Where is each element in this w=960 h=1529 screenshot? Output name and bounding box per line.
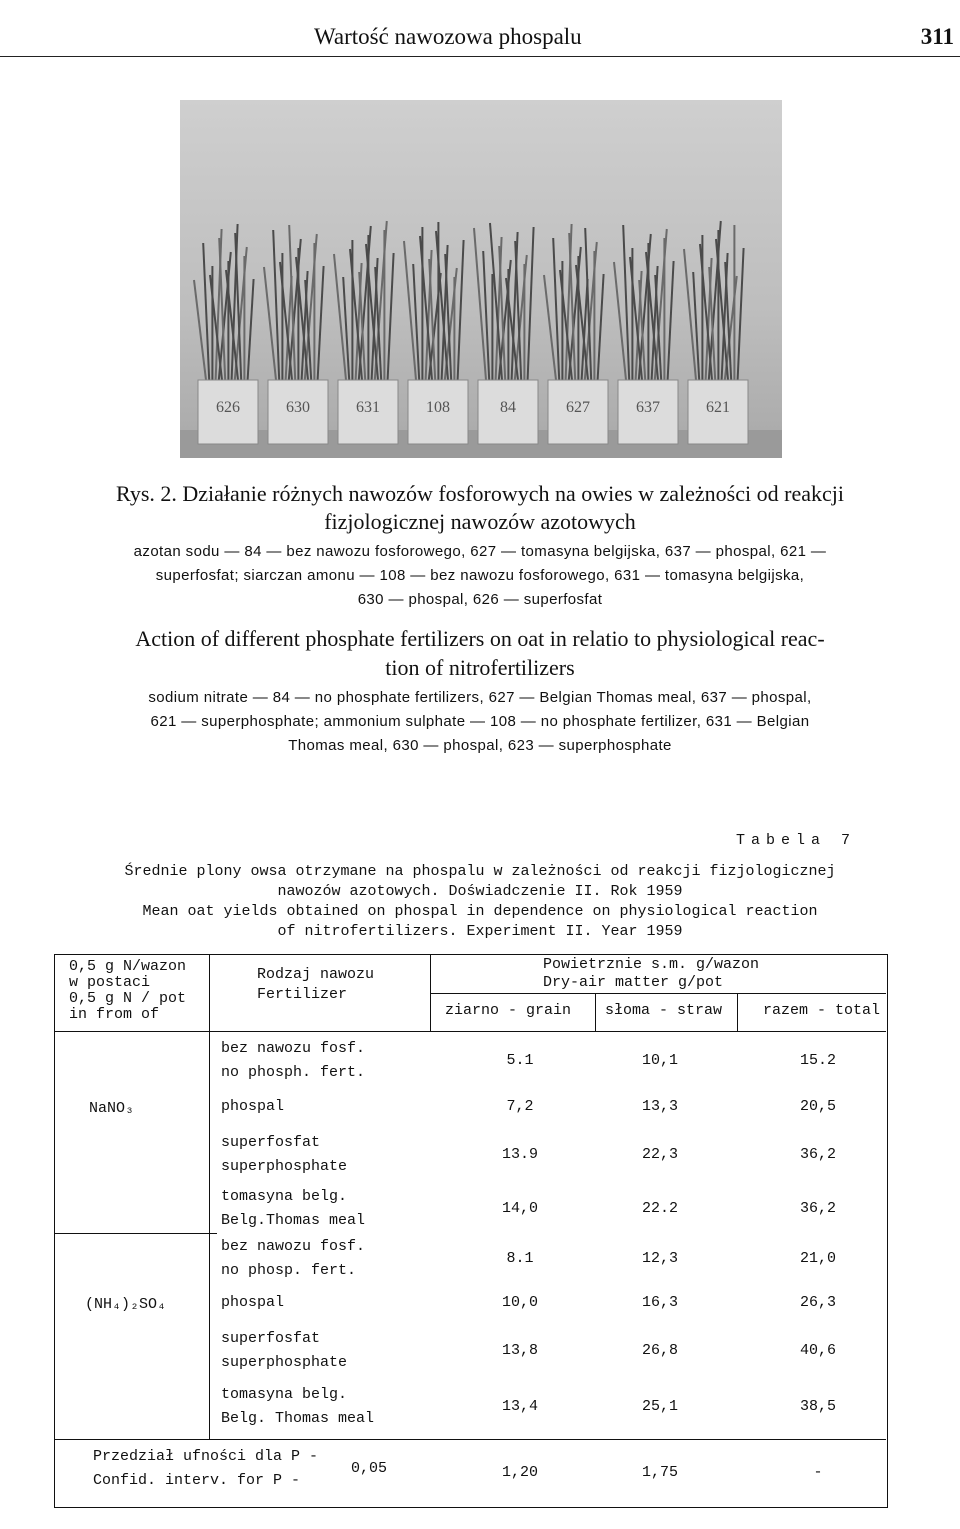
- legend-pl-line1: azotan sodu — 84 — bez nawozu fosforowego, 627 — tomasyna belgijska, 637 — phospal, 621 —: [133, 543, 827, 560]
- fertilizer-cell: [221, 1131, 347, 1179]
- conf-label: [93, 1445, 318, 1493]
- fertilizer-cell: [221, 1291, 284, 1315]
- fertilizer-en: superphosphate: [221, 1158, 348, 1175]
- fertilizer-pl: superfosfat: [221, 1330, 321, 1347]
- conf-text: Przedział ufności dla P -: [93, 1448, 319, 1465]
- figure-label: Rys. 2.: [116, 481, 177, 506]
- conf-grain: 1,20: [501, 1464, 538, 1481]
- table-label: Tabela 7: [736, 832, 857, 849]
- pot-label: 631: [356, 399, 380, 416]
- head-text: in from of: [69, 1006, 160, 1023]
- fertilizer-en: no phosph. fert.: [221, 1064, 366, 1081]
- fertilizer-cell: [221, 1185, 365, 1233]
- head-dry-matter: [543, 956, 759, 992]
- figure-caption-en-line2: tion of nitrofertilizers: [385, 655, 575, 680]
- straw-value: 26,8: [641, 1342, 678, 1359]
- straw-value: 22,3: [641, 1146, 678, 1163]
- pot-7: [684, 221, 748, 444]
- total-value: 36,2: [799, 1200, 836, 1217]
- figure-caption-pl-line2: fizjologicznej nawozów azotowych: [324, 509, 636, 534]
- table-rule: [55, 1031, 886, 1032]
- head-text: Powietrznie s.m. g/wazon: [543, 956, 760, 973]
- table-title-en-line2: of nitrofertilizers. Experiment II. Year 1959: [277, 923, 683, 940]
- table-title: [0, 862, 960, 942]
- pot-6: [614, 225, 678, 444]
- figure-caption-pl-line1: Działanie różnych nawozów fosforowych na owies w zależności od reakcji: [182, 481, 844, 506]
- pot-label: 108: [426, 399, 450, 416]
- pot-label: 637: [636, 399, 660, 416]
- table-rule: [55, 1439, 886, 1440]
- head-text: Rodzaj nawozu: [257, 966, 375, 983]
- straw-value: 12,3: [641, 1250, 678, 1267]
- grain-value: 10,0: [501, 1294, 538, 1311]
- head-text: w postaci: [69, 974, 151, 991]
- photo-drawing: [180, 100, 782, 458]
- yield-table: [54, 954, 888, 1508]
- pot-label: 626: [216, 399, 240, 416]
- pot-label: 630: [286, 399, 310, 416]
- grain-value: 7,2: [506, 1098, 534, 1115]
- table-rule: [209, 955, 210, 1439]
- table-rule: [430, 955, 431, 1031]
- running-title: Wartość nawozowa phospalu: [314, 24, 582, 49]
- straw-value: 25,1: [641, 1398, 678, 1415]
- grain-value: 8.1: [506, 1250, 534, 1267]
- table-rule: [737, 993, 738, 1031]
- legend-en-line2: 621 — superphosphate; ammonium sulphate — 108 — no phosphate fertilizer, 631 — Belgian: [150, 713, 810, 730]
- fertilizer-cell: [221, 1037, 365, 1085]
- figure-caption-en-line1: Action of different phosphate fertilizers on oat in relatio to physiological reac-: [135, 626, 825, 651]
- table-rule: [595, 993, 596, 1031]
- pot-4: [474, 223, 538, 444]
- legend-en-line1: sodium nitrate — 84 — no phosphate fertilizers, 627 — Belgian Thomas meal, 637 — phospal,: [148, 689, 812, 706]
- head-text: Dry-air matter g/pot: [543, 974, 724, 991]
- pot-5: [544, 224, 608, 444]
- grain-value: 13,8: [501, 1342, 538, 1359]
- head-text: 0,5 g N/wazon: [69, 958, 187, 975]
- total-value: 40,6: [799, 1342, 836, 1359]
- grain-value: 14,0: [501, 1200, 538, 1217]
- head-total: razem - total: [763, 1002, 881, 1019]
- straw-value: 22.2: [641, 1200, 678, 1217]
- fertilizer-cell: [221, 1235, 365, 1283]
- fertilizer-pl: bez nawozu fosf.: [221, 1238, 366, 1255]
- head-text: Fertilizer: [257, 986, 348, 1003]
- fertilizer-pl: phospal: [221, 1098, 285, 1115]
- figure-legend-pl: [0, 540, 960, 612]
- figure-caption-en: [0, 624, 960, 682]
- pot-2: [334, 221, 398, 444]
- straw-value: 10,1: [641, 1052, 678, 1069]
- figure-caption-pl: [0, 480, 960, 536]
- plant-pots-photo: [180, 100, 782, 458]
- fertilizer-pl: phospal: [221, 1294, 285, 1311]
- straw-value: 13,3: [641, 1098, 678, 1115]
- table-title-pl-line1: Średnie plony owsa otrzymane na phospalu w zależności od reakcji fizjologicznej: [124, 863, 836, 880]
- fertilizer-cell: [221, 1327, 347, 1375]
- pot-1: [264, 225, 328, 444]
- straw-value: 16,3: [641, 1294, 678, 1311]
- fertilizer-pl: superfosfat: [221, 1134, 321, 1151]
- pot-label: 627: [566, 399, 590, 416]
- conf-text: Confid. interv. for P -: [93, 1472, 301, 1489]
- total-value: 38,5: [799, 1398, 836, 1415]
- total-value: 26,3: [799, 1294, 836, 1311]
- table-rule: [55, 1233, 217, 1234]
- grain-value: 13,4: [501, 1398, 538, 1415]
- running-header: [0, 22, 960, 57]
- total-value: 15.2: [799, 1052, 836, 1069]
- head-fertilizer: [257, 965, 374, 1005]
- table-title-en-line1: Mean oat yields obtained on phospal in dependence on physiological reaction: [142, 903, 818, 920]
- page-number: 311: [920, 24, 954, 49]
- legend-en-line3: Thomas meal, 630 — phospal, 623 — superphosphate: [288, 737, 672, 754]
- pot-0: [194, 224, 258, 444]
- fertilizer-en: superphosphate: [221, 1354, 348, 1371]
- pot-3: [404, 222, 468, 444]
- pot-label: 84: [500, 399, 516, 416]
- legend-pl-line3: 630 — phospal, 626 — superfosfat: [357, 591, 603, 608]
- conf-p: 0,05: [351, 1460, 388, 1477]
- figure-legend-en: [0, 686, 960, 758]
- head-grain: ziarno - grain: [445, 1002, 572, 1019]
- table-title-pl-line2: nawozów azotowych. Doświadczenie II. Rok 1959: [277, 883, 683, 900]
- grain-value: 5.1: [506, 1052, 534, 1069]
- conf-straw: 1,75: [641, 1464, 678, 1481]
- fertilizer-pl: bez nawozu fosf.: [221, 1040, 366, 1057]
- conf-total: -: [813, 1464, 823, 1481]
- fertilizer-cell: [221, 1095, 284, 1119]
- total-value: 20,5: [799, 1098, 836, 1115]
- head-straw: słoma - straw: [605, 1002, 723, 1019]
- grain-value: 13.9: [501, 1146, 538, 1163]
- nitrogen-form: (NH₄)₂SO₄: [85, 1296, 167, 1313]
- fertilizer-en: Belg.Thomas meal: [221, 1212, 366, 1229]
- fertilizer-pl: tomasyna belg.: [221, 1188, 348, 1205]
- fertilizer-en: no phosp. fert.: [221, 1262, 357, 1279]
- fertilizer-cell: [221, 1383, 374, 1431]
- total-value: 36,2: [799, 1146, 836, 1163]
- table-rule: [430, 993, 886, 994]
- fertilizer-en: Belg. Thomas meal: [221, 1410, 375, 1427]
- legend-pl-line2: superfosfat; siarczan amonu — 108 — bez nawozu fosforowego, 631 — tomasyna belgijska,: [155, 567, 805, 584]
- pot-label: 621: [706, 399, 730, 416]
- head-text: 0,5 g N / pot: [69, 990, 187, 1007]
- total-value: 21,0: [799, 1250, 836, 1267]
- head-nitrogen-dose: [69, 959, 186, 1023]
- nitrogen-form: NaNO₃: [89, 1100, 135, 1117]
- fertilizer-pl: tomasyna belg.: [221, 1386, 348, 1403]
